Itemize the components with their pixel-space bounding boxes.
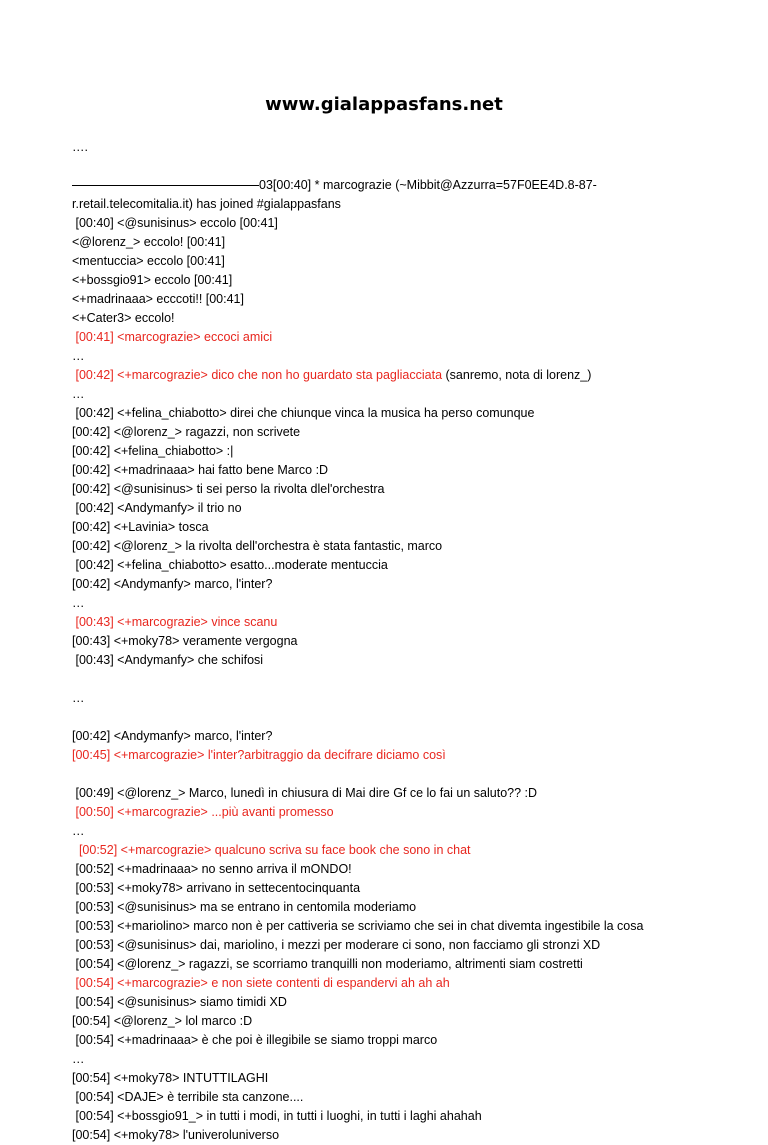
chat-line-text: [00:42] <+felina_chiabotto> direi che chiunque vinca la musica ha perso comunque	[72, 406, 535, 420]
chat-line	[72, 499, 712, 518]
chat-line-text: <mentuccia> eccolo [00:41]	[72, 254, 225, 268]
chat-line-text: [00:53] <@sunisinus> dai, mariolino, i mezzi per moderare ci sono, non facciamo gli stronzi XD	[72, 938, 601, 952]
chat-line-text: <+madrinaaa> ecccoti!! [00:41]	[72, 292, 244, 306]
chat-line-text: [00:42] <Andymanfy> marco, l'inter?	[72, 729, 273, 743]
chat-line	[72, 518, 712, 537]
chat-line-text: [00:54] <+marcograzie> e non siete contenti di espandervi ah ah ah	[72, 976, 450, 990]
chat-line	[72, 746, 712, 765]
chat-line	[72, 442, 712, 461]
chat-line-text: [00:53] <+moky78> arrivano in settecentocinquanta	[72, 881, 361, 895]
chat-line	[72, 195, 712, 214]
chat-line	[72, 689, 712, 708]
chat-line-text: [00:42] <Andymanfy> marco, l'inter?	[72, 577, 273, 591]
chat-line-text: [00:42] <@sunisinus> ti sei perso la rivolta dlel'orchestra	[72, 482, 385, 496]
chat-line	[72, 214, 712, 233]
chat-line	[72, 347, 712, 366]
chat-line	[72, 1050, 712, 1069]
chat-line	[72, 651, 712, 670]
chat-line-text: [00:54] <+moky78> INTUTTILAGHI	[72, 1071, 269, 1085]
chat-line	[72, 841, 712, 860]
chat-line	[72, 1126, 712, 1145]
chat-line-text: [00:42] <+felina_chiabotto> :|	[72, 444, 234, 458]
chat-line-text: [00:45] <+marcograzie> l'inter?arbitraggio da decifrare diciamo così	[72, 748, 446, 762]
chat-line-text: r.retail.telecomitalia.it) has joined #gialappasfans	[72, 197, 341, 211]
chat-line-text: [00:54] <@lorenz_> lol marco :D	[72, 1014, 253, 1028]
blank-line	[72, 765, 712, 784]
chat-line	[72, 328, 712, 347]
blank-line	[72, 157, 712, 176]
chat-line	[72, 385, 712, 404]
chat-line-text: [00:53] <@sunisinus> ma se entrano in centomila moderiamo	[72, 900, 417, 914]
chat-line	[72, 955, 712, 974]
chat-line	[72, 404, 712, 423]
chat-line-text: …	[72, 349, 85, 363]
chat-line-text: [00:54] <@lorenz_> ragazzi, se scorriamo tranquilli non moderiamo, altrimenti siam costretti	[72, 957, 583, 971]
chat-line-text: [00:42] <@lorenz_> la rivolta dell'orchestra è stata fantastic, marco	[72, 539, 443, 553]
chat-line-text: [00:54] <+bossgio91_> in tutti i modi, in tutti i luoghi, in tutti i laghi ahahah	[72, 1109, 482, 1123]
chat-line-text: <+bossgio91> eccolo [00:41]	[72, 273, 233, 287]
chat-line	[72, 1012, 712, 1031]
chat-line	[72, 822, 712, 841]
chat-line	[72, 461, 712, 480]
chat-line-text: [00:52] <+marcograzie> qualcuno scriva su face book che sono in chat	[72, 843, 471, 857]
chat-line-text: [00:42] <Andymanfy> il trio no	[72, 501, 242, 515]
chat-line	[72, 556, 712, 575]
chat-line	[72, 537, 712, 556]
page-title: www.gialappasfans.net	[265, 94, 503, 115]
chat-line-text: [00:50] <+marcograzie> ...più avanti promesso	[72, 805, 334, 819]
chat-line-text: [00:54] <@sunisinus> siamo timidi XD	[72, 995, 287, 1009]
chat-line-text: [00:41] <marcograzie> eccoci amici	[72, 330, 273, 344]
chat-line-text: <@lorenz_> eccolo! [00:41]	[72, 235, 226, 249]
chat-line-text: …	[72, 1052, 85, 1066]
chat-line	[72, 632, 712, 651]
chat-line	[72, 974, 712, 993]
chat-line-text: <+Cater3> eccolo!	[72, 311, 175, 325]
chat-line	[72, 879, 712, 898]
chat-line	[72, 917, 712, 936]
chat-line	[72, 423, 712, 442]
chat-line	[72, 233, 712, 252]
chat-line-note: (sanremo, nota di lorenz_)	[442, 368, 592, 382]
chat-line	[72, 613, 712, 632]
chat-line	[72, 594, 712, 613]
chat-line-text: …	[72, 691, 85, 705]
chat-line-text: [00:54] <DAJE> è terribile sta canzone....	[72, 1090, 304, 1104]
chat-line	[72, 176, 712, 195]
chat-line	[72, 290, 712, 309]
chat-line-text: ….	[72, 140, 88, 154]
chat-line-text: [00:42] <+felina_chiabotto> esatto...moderate mentuccia	[72, 558, 388, 572]
chat-line	[72, 138, 712, 157]
chat-line	[72, 803, 712, 822]
chat-line	[72, 1069, 712, 1088]
chat-line-text: [00:53] <+mariolino> marco non è per cattiveria se scriviamo che sei in chat divemta ingestibile la cosa	[72, 919, 644, 933]
chat-line	[72, 898, 712, 917]
chat-line-text: [00:49] <@lorenz_> Marco, lunedì in chiusura di Mai dire Gf ce lo fai un saluto?? :D	[72, 786, 538, 800]
chat-line-text: [00:52] <+madrinaaa> no senno arriva il mONDO!	[72, 862, 352, 876]
chat-line-text: 03[00:40] * marcograzie (~Mibbit@Azzurra=57F0EE4D.8-87-	[259, 178, 597, 192]
chat-line	[72, 1088, 712, 1107]
chat-line	[72, 366, 712, 385]
blank-line	[72, 708, 712, 727]
chat-line-text: [00:42] <@lorenz_> ragazzi, non scrivete	[72, 425, 301, 439]
chat-line	[72, 252, 712, 271]
chat-line	[72, 575, 712, 594]
chat-line-text: [00:43] <+moky78> veramente vergogna	[72, 634, 298, 648]
chat-line-text: [00:42] <+Lavinia> tosca	[72, 520, 209, 534]
chat-line	[72, 860, 712, 879]
chat-line	[72, 1031, 712, 1050]
chat-line	[72, 309, 712, 328]
chat-line	[72, 480, 712, 499]
chat-line	[72, 936, 712, 955]
chat-line-text: [00:43] <+marcograzie> vince scanu	[72, 615, 278, 629]
chat-line	[72, 727, 712, 746]
separator-rule	[72, 185, 259, 186]
chat-line	[72, 993, 712, 1012]
chat-line	[72, 784, 712, 803]
chat-line-text: [00:54] <+madrinaaa> è che poi è illegibile se siamo troppi marco	[72, 1033, 438, 1047]
chat-line	[72, 271, 712, 290]
chat-line-text: [00:54] <+moky78> l'univeroluniverso	[72, 1128, 280, 1142]
chat-line-text: [00:42] <+madrinaaa> hai fatto bene Marco :D	[72, 463, 329, 477]
chat-line-text: …	[72, 596, 85, 610]
chat-line	[72, 1107, 712, 1126]
chat-line-text: [00:40] <@sunisinus> eccolo [00:41]	[72, 216, 278, 230]
chat-line-text: …	[72, 824, 85, 838]
blank-line	[72, 670, 712, 689]
chat-line-text: [00:42] <+marcograzie> dico che non ho guardato sta pagliacciata	[72, 368, 443, 382]
chat-line-text: …	[72, 387, 85, 401]
chat-line-text: [00:43] <Andymanfy> che schifosi	[72, 653, 264, 667]
